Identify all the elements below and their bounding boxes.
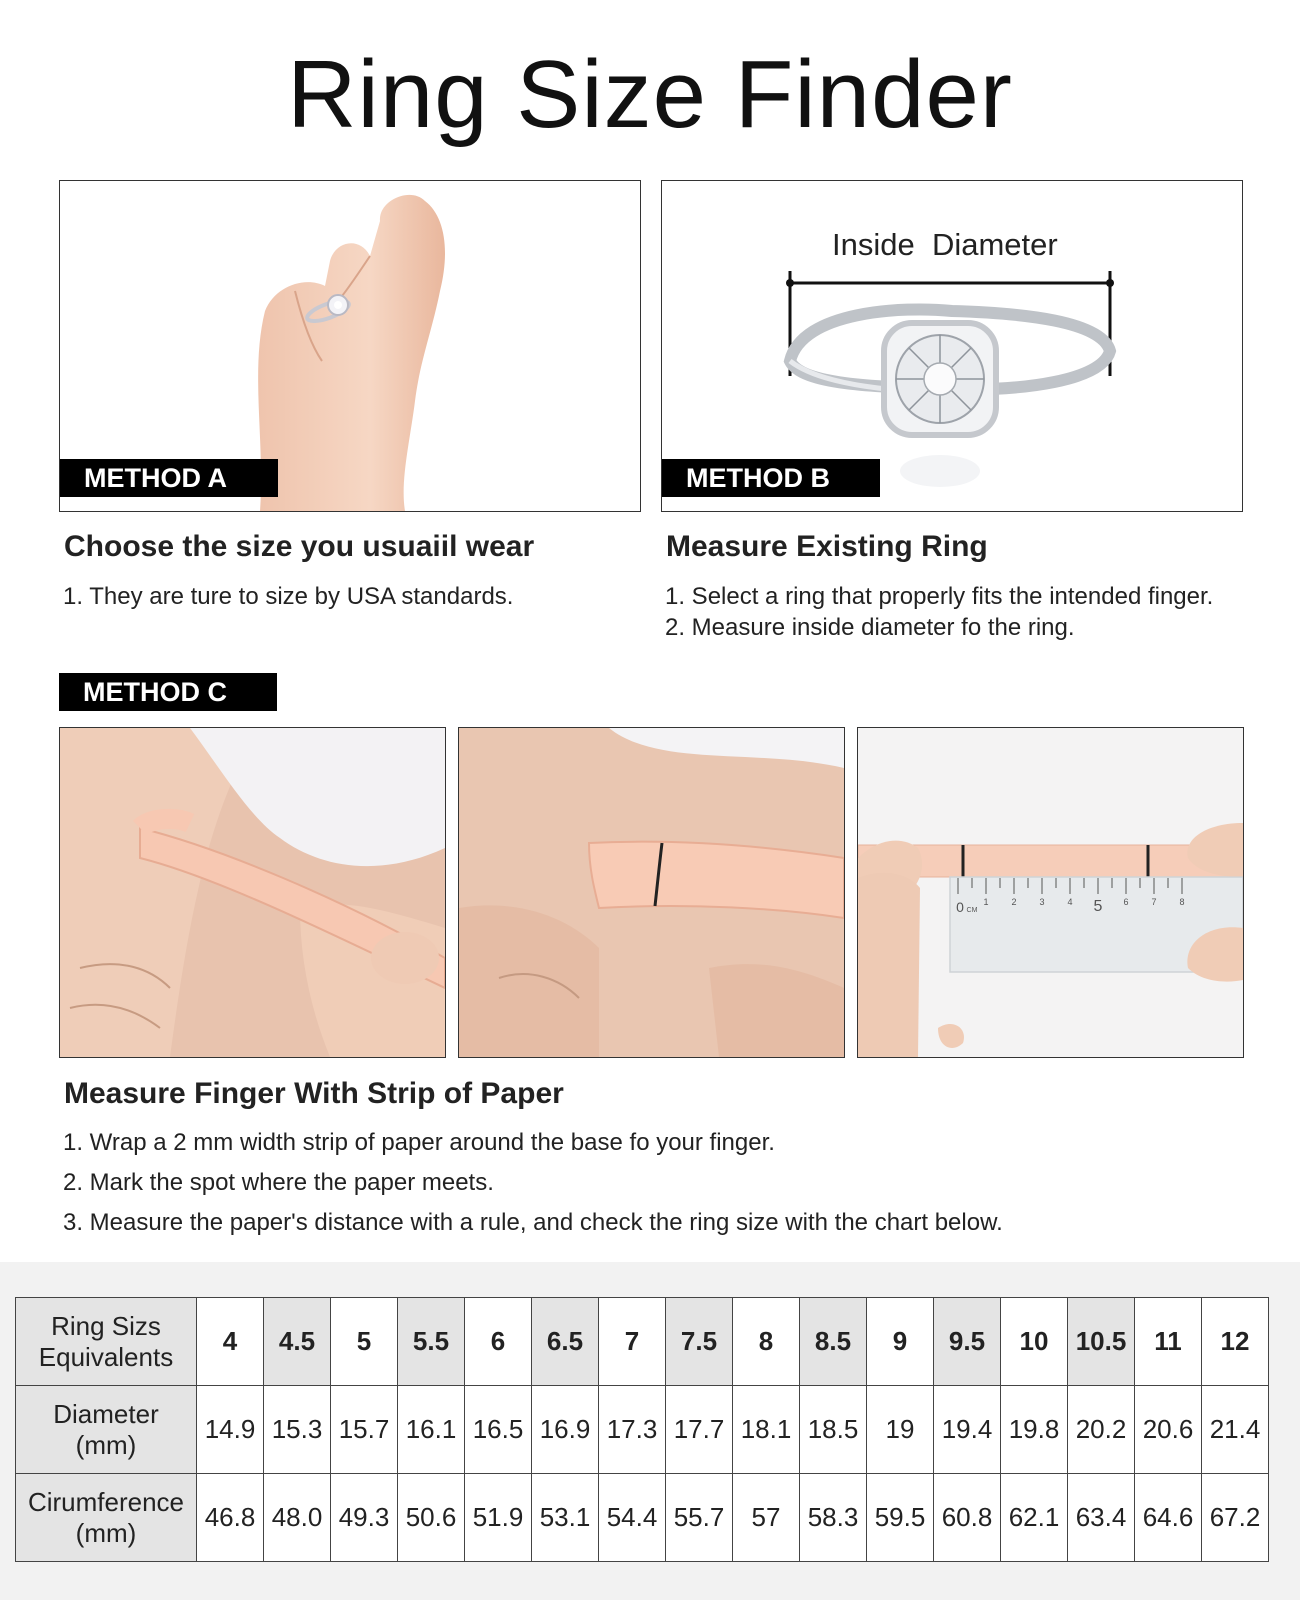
diameter-cell: 20.2 <box>1068 1386 1135 1474</box>
diameter-row <box>16 1386 1269 1474</box>
size-cell: 10.5 <box>1068 1298 1135 1386</box>
ruler-label-7: 7 <box>1151 897 1157 907</box>
diameter-cell: 17.7 <box>666 1386 733 1474</box>
ruler-label-0: 0 <box>956 899 964 915</box>
row-label-diameter: Diameter (mm) <box>16 1386 197 1474</box>
circumference-cell: 51.9 <box>465 1474 532 1562</box>
method-c-step-3: 3. Measure the paper's distance with a rule, and check the ring size with the chart below. <box>63 1209 1003 1236</box>
circumference-cell: 62.1 <box>1001 1474 1068 1562</box>
diameter-cell: 16.9 <box>532 1386 599 1474</box>
size-cell: 8.5 <box>800 1298 867 1386</box>
size-cell: 9 <box>867 1298 934 1386</box>
method-c-heading: Measure Finger With Strip of Paper <box>64 1077 564 1110</box>
ruler-label-1: 1 <box>983 897 989 907</box>
ruler-label-3: 3 <box>1039 897 1045 907</box>
method-b-heading: Measure Existing Ring <box>666 530 988 563</box>
method-c-step-2: 2. Mark the spot where the paper meets. <box>63 1169 494 1196</box>
size-cell: 4.5 <box>264 1298 331 1386</box>
ruler-label-2: 2 <box>1011 897 1017 907</box>
mark-strip-photo <box>458 727 845 1058</box>
row-label-sizes: Ring Sizs Equivalents <box>16 1298 197 1386</box>
method-b-step-1: 1. Select a ring that properly fits the intended finger. <box>665 583 1214 610</box>
wrap-strip-photo <box>59 727 446 1058</box>
size-cell: 10 <box>1001 1298 1068 1386</box>
diameter-cell: 16.1 <box>398 1386 465 1474</box>
circumference-cell: 48.0 <box>264 1474 331 1562</box>
method-a-photo-panel <box>59 180 641 512</box>
circumference-cell: 63.4 <box>1068 1474 1135 1562</box>
ring-size-chart <box>15 1297 1269 1562</box>
circumference-cell: 57 <box>733 1474 800 1562</box>
method-b-diagram-panel <box>661 180 1243 512</box>
ruler-measure-photo <box>857 727 1244 1058</box>
size-cell: 6.5 <box>532 1298 599 1386</box>
method-b-step-2: 2. Measure inside diameter fo the ring. <box>665 614 1075 641</box>
diameter-cell: 19.8 <box>1001 1386 1068 1474</box>
method-c-tag: METHOD C <box>59 673 277 711</box>
circumference-cell: 53.1 <box>532 1474 599 1562</box>
ruler-label-cm: CM <box>966 907 978 914</box>
circumference-cell: 67.2 <box>1202 1474 1269 1562</box>
size-row <box>16 1298 1269 1386</box>
ruler-label-6: 6 <box>1123 897 1129 907</box>
diameter-cell: 19 <box>867 1386 934 1474</box>
size-cell: 12 <box>1202 1298 1269 1386</box>
method-c-step-1: 1. Wrap a 2 mm width strip of paper around the base fo your finger. <box>63 1129 775 1156</box>
size-cell: 11 <box>1135 1298 1202 1386</box>
size-cell: 9.5 <box>934 1298 1001 1386</box>
circumference-row <box>16 1474 1269 1562</box>
page-title: Ring Size Finder <box>287 41 1013 148</box>
row-label-circumference: Cirumference (mm) <box>16 1474 197 1562</box>
circumference-cell: 46.8 <box>197 1474 264 1562</box>
size-cell: 8 <box>733 1298 800 1386</box>
inside-diameter-label: Inside Diameter <box>832 227 1058 262</box>
ruler-label-5: 5 <box>1093 898 1103 915</box>
diameter-cell: 19.4 <box>934 1386 1001 1474</box>
diameter-cell: 18.1 <box>733 1386 800 1474</box>
circumference-cell: 59.5 <box>867 1474 934 1562</box>
diameter-cell: 15.3 <box>264 1386 331 1474</box>
circumference-cell: 54.4 <box>599 1474 666 1562</box>
method-b-tag: METHOD B <box>662 459 880 497</box>
circumference-cell: 64.6 <box>1135 1474 1202 1562</box>
circumference-cell: 60.8 <box>934 1474 1001 1562</box>
circumference-cell: 55.7 <box>666 1474 733 1562</box>
diameter-cell: 17.3 <box>599 1386 666 1474</box>
diameter-cell: 16.5 <box>465 1386 532 1474</box>
size-cell: 7.5 <box>666 1298 733 1386</box>
diameter-cell: 20.6 <box>1135 1386 1202 1474</box>
diameter-cell: 14.9 <box>197 1386 264 1474</box>
method-a-step-1: 1. They are ture to size by USA standards. <box>63 583 514 610</box>
size-cell: 6 <box>465 1298 532 1386</box>
method-a-tag: METHOD A <box>60 459 278 497</box>
size-cell: 5 <box>331 1298 398 1386</box>
circumference-cell: 50.6 <box>398 1474 465 1562</box>
circumference-cell: 58.3 <box>800 1474 867 1562</box>
diameter-cell: 15.7 <box>331 1386 398 1474</box>
paper-strip <box>589 842 844 918</box>
ruler-label-8: 8 <box>1179 897 1185 907</box>
size-cell: 7 <box>599 1298 666 1386</box>
ruler-label-4: 4 <box>1067 897 1073 907</box>
size-cell: 5.5 <box>398 1298 465 1386</box>
circumference-cell: 49.3 <box>331 1474 398 1562</box>
method-a-heading: Choose the size you usuaiil wear <box>64 530 535 563</box>
diameter-cell: 18.5 <box>800 1386 867 1474</box>
diameter-cell: 21.4 <box>1202 1386 1269 1474</box>
size-cell: 4 <box>197 1298 264 1386</box>
